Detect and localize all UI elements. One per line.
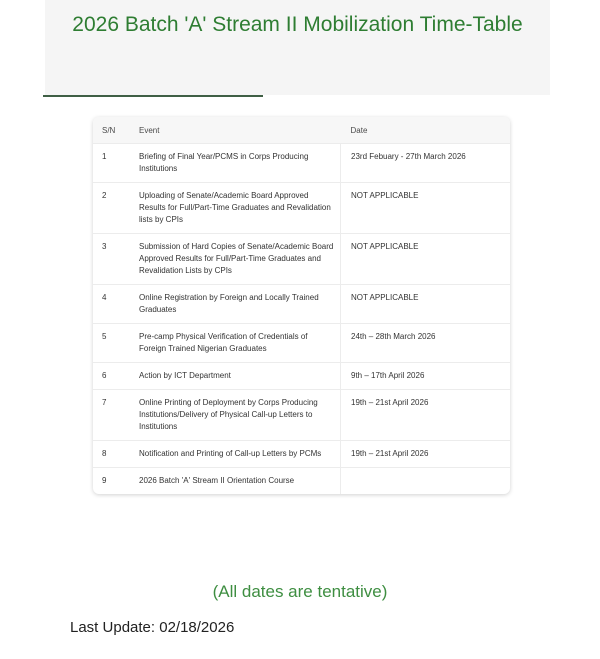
- tentative-note: (All dates are tentative): [212, 582, 388, 601]
- row-event: Online Registration by Foreign and Locally Trained Graduates: [133, 285, 341, 324]
- row-sn: 3: [93, 234, 133, 285]
- table-header-row: [93, 117, 510, 144]
- row-event: Uploading of Senate/Academic Board Approved Results for Full/Part-Time Graduates and Revalidation lists by CPIs: [133, 183, 341, 234]
- row-sn: 2: [93, 183, 133, 234]
- table-row: [93, 363, 510, 390]
- row-sn: 5: [93, 324, 133, 363]
- table-row: [93, 441, 510, 468]
- table-row: [93, 144, 510, 183]
- row-event: Notification and Printing of Call-up Letters by PCMs: [133, 441, 341, 468]
- timetable: [93, 117, 510, 494]
- row-sn: 7: [93, 390, 133, 441]
- row-date: NOT APPLICABLE: [341, 285, 511, 324]
- timetable-card: [93, 117, 510, 494]
- last-update: Last Update: 02/18/2026: [70, 619, 235, 636]
- row-date: 23rd Febuary - 27th March 2026: [341, 144, 511, 183]
- row-date: NOT APPLICABLE: [341, 183, 511, 234]
- row-date: 9th – 17th April 2026: [341, 363, 511, 390]
- row-event: 2026 Batch 'A' Stream II Orientation Course: [133, 468, 341, 495]
- row-event: Pre-camp Physical Verification of Credentials of Foreign Trained Nigerian Graduates: [133, 324, 341, 363]
- title-underline: [43, 95, 263, 97]
- table-row: [93, 324, 510, 363]
- table-row: [93, 234, 510, 285]
- row-sn: 1: [93, 144, 133, 183]
- row-date: 24th – 28th March 2026: [341, 324, 511, 363]
- row-sn: 4: [93, 285, 133, 324]
- row-date: [341, 468, 511, 495]
- row-date: 19th – 21st April 2026: [341, 390, 511, 441]
- row-sn: 9: [93, 468, 133, 495]
- page-title: 2026 Batch 'A' Stream II Mobilization Time-Table: [72, 13, 523, 36]
- table-row: [93, 183, 510, 234]
- row-sn: 6: [93, 363, 133, 390]
- table-row: [93, 390, 510, 441]
- row-event: Briefing of Final Year/PCMS in Corps Producing Institutions: [133, 144, 341, 183]
- header-date: Date: [341, 117, 511, 144]
- header-event: Event: [133, 117, 341, 144]
- row-sn: 8: [93, 441, 133, 468]
- row-event: Online Printing of Deployment by Corps Producing Institutions/Delivery of Physical Call-up Letters to Institutions: [133, 390, 341, 441]
- row-event: Action by ICT Department: [133, 363, 341, 390]
- header-sn: S/N: [93, 117, 133, 144]
- row-event: Submission of Hard Copies of Senate/Academic Board Approved Results for Full/Part-Time Graduates and Revalidation Lists by CPIs: [133, 234, 341, 285]
- table-row: [93, 285, 510, 324]
- row-date: 19th – 21st April 2026: [341, 441, 511, 468]
- row-date: NOT APPLICABLE: [341, 234, 511, 285]
- table-row: [93, 468, 510, 495]
